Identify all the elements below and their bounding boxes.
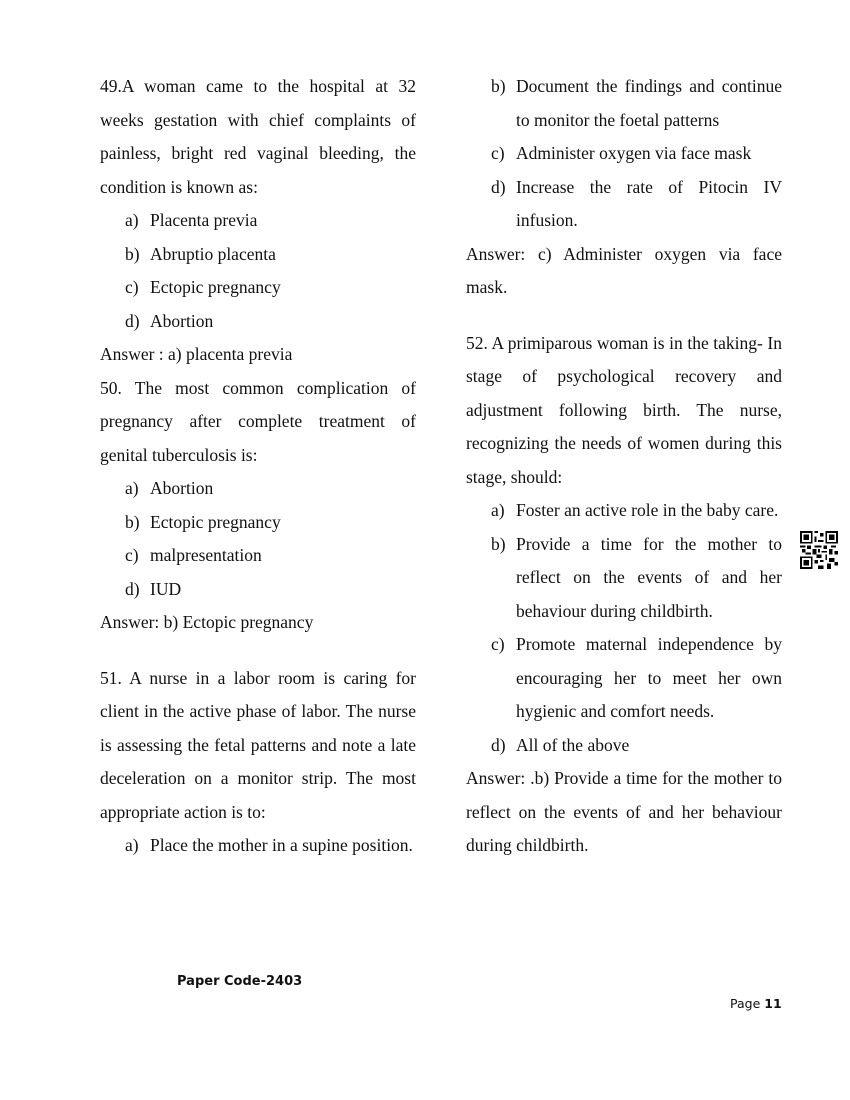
- option-text: Promote maternal independence by encouraging her to meet her own hygienic and comfort needs.: [516, 634, 782, 721]
- option-text: Increase the rate of Pitocin IV infusion.: [516, 176, 782, 230]
- option-item: [466, 628, 782, 729]
- option-text: Abortion: [150, 310, 214, 331]
- option-item: [466, 137, 782, 171]
- option-text: Ectopic pregnancy: [150, 511, 281, 532]
- option-label: c): [125, 277, 139, 297]
- option-text: Foster an active role in the baby care.: [516, 500, 779, 520]
- option-item: [100, 472, 416, 506]
- paper-code: Paper Code-2403: [177, 974, 303, 989]
- question-50-answer: Answer: b) Ectopic pregnancy: [100, 612, 314, 632]
- option-label: c): [125, 545, 139, 565]
- spacer: [466, 305, 782, 327]
- question-51-answer: Answer: c) Administer oxygen via face mask.: [466, 243, 782, 297]
- option-item: [466, 171, 782, 238]
- option-text: Provide a time for the mother to reflect on the events of and her behaviour during childbirth.: [516, 533, 782, 621]
- left-column: [100, 70, 416, 863]
- option-item: [100, 305, 416, 339]
- question-50-stem: 50. The most common complication of pregnancy after complete treatment of genital tuberculosis is:: [100, 377, 416, 465]
- option-label: a): [125, 835, 139, 855]
- option-label: d): [491, 734, 506, 755]
- option-text: Abortion: [150, 478, 214, 498]
- option-label: d): [125, 578, 140, 599]
- option-item: [100, 829, 416, 863]
- question-49-stem: 49.A woman came to the hospital at 32 weeks gestation with chief complaints of painless, bright red vaginal bleeding, the condition is known as:: [100, 76, 416, 197]
- option-label: d): [125, 310, 140, 331]
- option-text: Place the mother in a supine position.: [150, 835, 413, 855]
- page-label: Page: [730, 996, 761, 1011]
- page-number: 11: [764, 996, 782, 1011]
- option-item: [100, 539, 416, 573]
- option-item: [466, 70, 782, 137]
- option-text: IUD: [150, 578, 182, 599]
- option-text: Abruptio placenta: [150, 243, 276, 264]
- question-52-answer: Answer: .b) Provide a time for the mother to reflect on the events of and her behaviour during childbirth.: [466, 768, 782, 855]
- option-label: b): [125, 511, 140, 532]
- option-label: b): [491, 533, 506, 554]
- option-label: a): [125, 478, 139, 498]
- option-label: b): [125, 243, 140, 264]
- qr-code-icon: [800, 531, 838, 569]
- option-item: [100, 238, 416, 272]
- option-text: malpresentation: [150, 545, 262, 565]
- option-label: c): [491, 143, 505, 163]
- option-label: d): [491, 176, 506, 197]
- option-item: [100, 573, 416, 607]
- option-label: a): [491, 500, 505, 520]
- option-text: Document the findings and continue to monitor the foetal patterns: [516, 76, 782, 130]
- option-label: b): [491, 76, 506, 96]
- spacer: [100, 640, 416, 662]
- question-49-answer: Answer : a) placenta previa: [100, 344, 293, 364]
- option-label: c): [491, 634, 505, 654]
- question-52-stem: 52. A primiparous woman is in the taking- In stage of psychological recovery and adjustment following birth. The nurse, recognizing the needs of women during this stage, should:: [466, 332, 782, 487]
- option-item: [100, 204, 416, 238]
- option-text: All of the above: [516, 734, 630, 755]
- option-item: [466, 729, 782, 763]
- option-text: Ectopic pregnancy: [150, 277, 281, 297]
- page-number-footer: [730, 996, 782, 1011]
- option-text: Administer oxygen via face mask: [516, 143, 752, 163]
- option-item: [100, 271, 416, 305]
- option-item: [100, 506, 416, 540]
- option-label: a): [125, 210, 139, 230]
- option-item: [466, 494, 782, 528]
- right-column: [466, 70, 782, 863]
- option-item: [466, 528, 782, 629]
- option-text: Placenta previa: [150, 210, 258, 230]
- question-51-stem: 51. A nurse in a labor room is caring for client in the active phase of labor. The nurse is assessing the fetal patterns and note a late deceleration on a monitor strip. The most appropriate action is to:: [100, 667, 416, 822]
